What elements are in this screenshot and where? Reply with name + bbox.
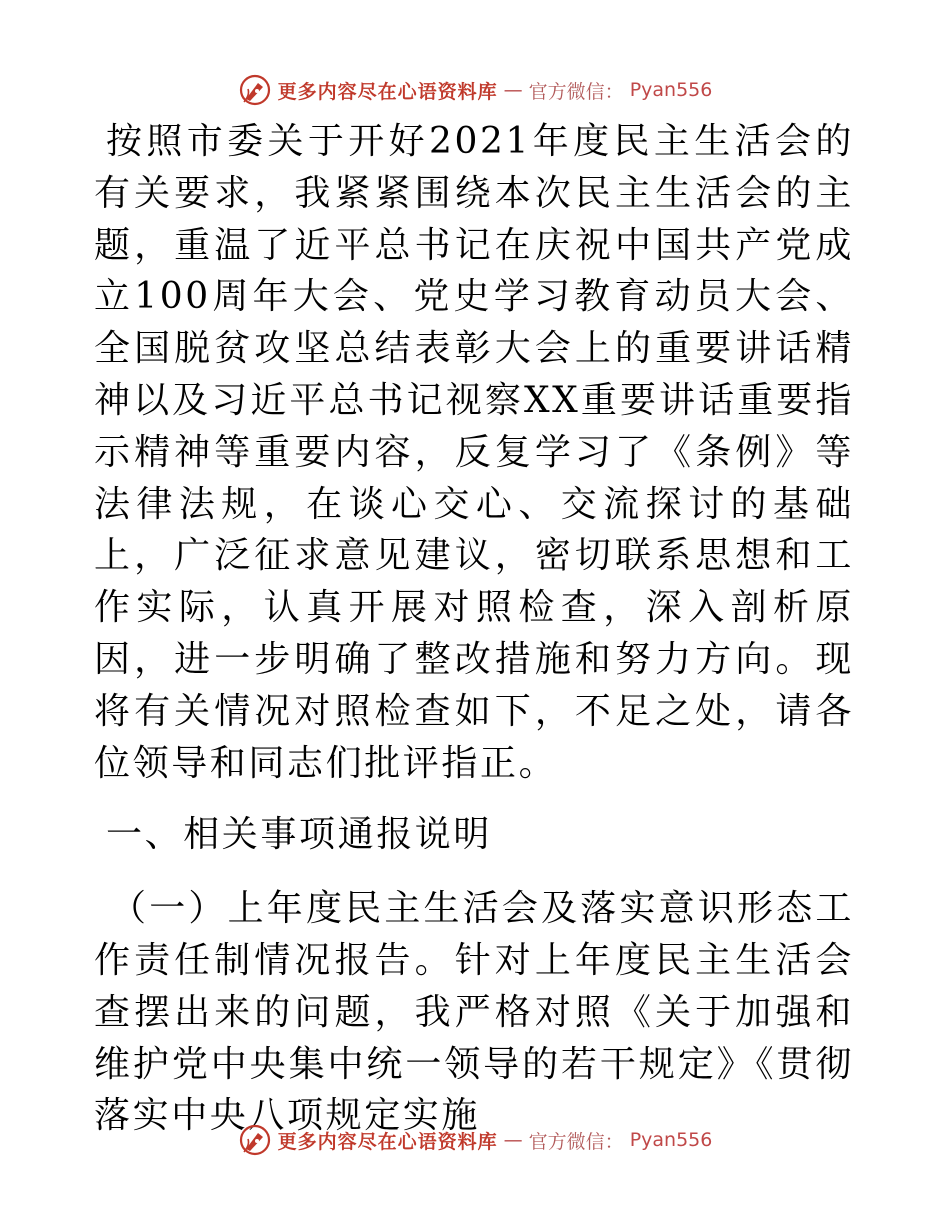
- header-watermark-banner: [0, 70, 950, 110]
- watermark-text: 更多内容尽在心语资料库: [277, 1130, 498, 1153]
- watermark-wechat-label: 官方微信：: [528, 80, 624, 103]
- section-heading: 一、相关事项通报说明: [106, 814, 493, 856]
- watermark-wechat-id: Pyan556: [629, 79, 713, 101]
- watermark-dash: —: [503, 1129, 523, 1151]
- watermark-wechat-label: 官方微信：: [528, 1130, 624, 1153]
- pen-nib-logo-icon: [238, 73, 272, 107]
- subsection-paragraph: （一）上年度民主生活会及落实意识形态工作责任制情况报告。针对上年度民主生活会查摆出来的问题，我严格对照《关于加强和维护党中央集中统一领导的若干规定》《贯彻落实中央八项规定实施: [94, 888, 854, 1137]
- footer-watermark-banner: [0, 1120, 950, 1160]
- watermark-text: 更多内容尽在心语资料库: [277, 80, 498, 103]
- watermark-dash: —: [503, 79, 523, 101]
- intro-paragraph: 按照市委关于开好2021年度民主生活会的有关要求，我紧紧围绕本次民主生活会的主题，重温了近平总书记在庆祝中国共产党成立100周年大会、党史学习教育动员大会、全国脱贫攻坚总结表彰大会上的重要讲话精神以及习近平总书记视察XX重要讲话重要指示精神等重要内容，反复学习了《条例》等法律法规，在谈心交心、交流探讨的基础上，广泛征求意见建议，密切联系思想和工作实际，认真开展对照检查，深入剖析原因，进一步明确了整改措施和努力方向。现将有关情况对照检查如下，不足之处，请各位领导和同志们批评指正。: [94, 121, 854, 784]
- watermark-wechat-id: Pyan556: [629, 1129, 713, 1151]
- document-body: [94, 116, 854, 1142]
- pen-nib-logo-icon: [238, 1123, 272, 1157]
